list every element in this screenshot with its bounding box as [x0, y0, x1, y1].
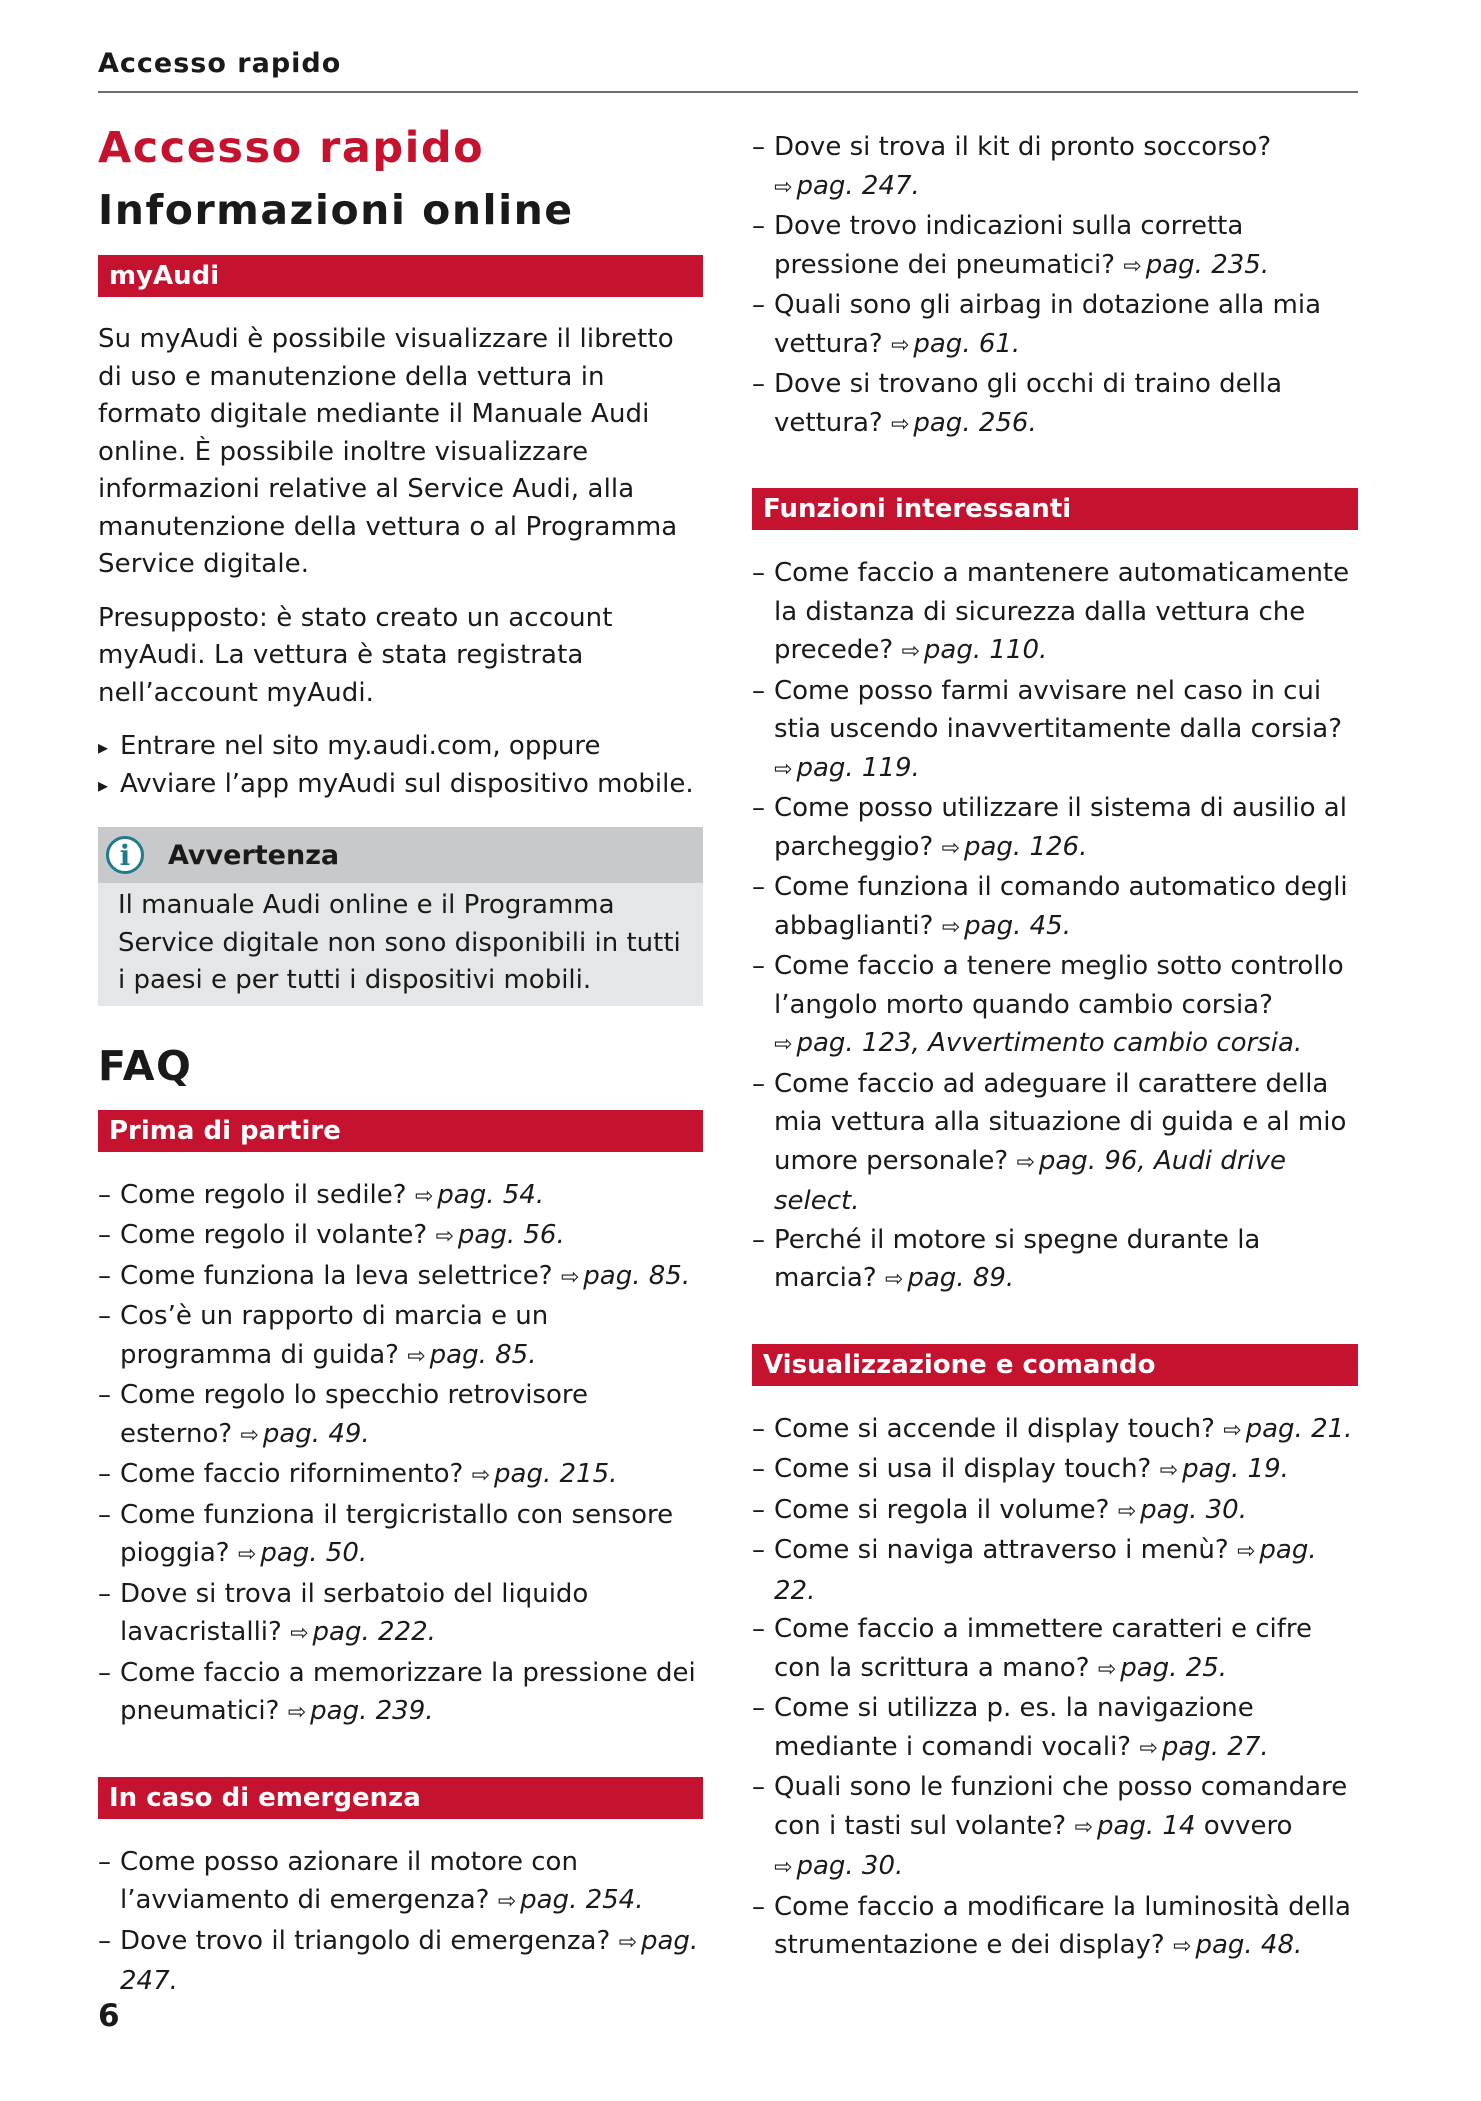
faq-question: Come posso azionare il motore con l’avviamento di emergenza? — [120, 1846, 578, 1916]
faq-question: Quali sono gli airbag in dotazione alla mia vettura? — [774, 290, 1322, 359]
reference-arrow-icon: ⇨ — [1117, 1498, 1137, 1524]
running-header: Accesso rapido — [98, 48, 1358, 93]
faq-item — [98, 1496, 703, 1575]
page-reference-link[interactable]: ⇨ pag. 85. — [560, 1260, 691, 1291]
faq-question: Come regolo lo specchio retrovisore esterno? — [120, 1380, 588, 1449]
page-reference-link[interactable]: ⇨ pag. 19. — [1159, 1454, 1289, 1484]
reference-arrow-icon: ⇨ — [774, 756, 793, 782]
faq-question: Come faccio rifornimento? — [120, 1459, 464, 1490]
dash-bullet: – — [98, 1260, 111, 1291]
reference-arrow-icon: ⇨ — [237, 1542, 257, 1568]
faq-item — [752, 1410, 1358, 1451]
emergenza-cont-list — [752, 128, 1358, 444]
dash-bullet: – — [98, 1459, 111, 1490]
page-number: 6 — [98, 1998, 120, 2034]
page-reference-link[interactable]: ⇨ pag. 123, Avvertimento cambio corsia. — [774, 1028, 1303, 1058]
faq-item — [752, 789, 1358, 868]
reference-arrow-icon: ⇨ — [774, 1855, 793, 1880]
reference-arrow-icon: ⇨ — [1159, 1458, 1179, 1483]
faq-item — [98, 1455, 703, 1496]
dash-bullet: – — [752, 1772, 765, 1802]
page-reference-link[interactable]: ⇨ pag. 50. — [237, 1538, 368, 1569]
dash-bullet: – — [752, 369, 765, 399]
reference-arrow-icon: ⇨ — [407, 1343, 426, 1369]
dash-bullet: – — [98, 1220, 111, 1251]
faq-question: Come faccio ad adeguare il carattere della mia vettura alla situazione di guida e al mio umore personale? — [774, 1068, 1347, 1176]
faq-question: Come funziona il comando automatico degli abbaglianti? — [774, 872, 1348, 941]
dash-bullet: – — [752, 793, 765, 823]
faq-question: Come regolo il volante? — [120, 1220, 428, 1251]
step-arrow-icon: ▸ — [98, 772, 109, 797]
faq-question: Dove trovo il triangolo di emergenza? — [120, 1925, 611, 1956]
funzioni-list — [752, 554, 1358, 1300]
page-reference-link[interactable]: ⇨ pag. 27. — [1139, 1731, 1269, 1762]
reference-arrow-icon: ⇨ — [435, 1224, 454, 1250]
faq-item — [752, 1221, 1358, 1300]
faq-question: Dove trovo indicazioni sulla corretta pressione dei pneumatici? — [774, 211, 1244, 280]
faq-question: Dove si trovano gli occhi di traino della vettura? — [774, 369, 1283, 438]
faq-item — [752, 554, 1358, 672]
funzioni-heading: Funzioni interessanti — [752, 488, 1358, 530]
faq-item — [98, 1654, 703, 1733]
page-reference-link[interactable]: ⇨ pag. 61. — [890, 328, 1021, 359]
visualizzazione-heading: Visualizzazione e comando — [752, 1344, 1358, 1386]
page-reference-link[interactable]: ⇨ pag. 30. — [774, 1851, 904, 1881]
reference-arrow-icon: ⇨ — [287, 1700, 307, 1726]
page-reference-link[interactable]: ⇨ pag. 215. — [471, 1459, 618, 1490]
myaudi-paragraph: Su myAudi è possibile visualizzare il libretto di uso e manutenzione della vettura in formato digitale mediante il Manuale Audi online. È possibile inoltre visualizzare informazioni relative al Service Audi, alla manutenzione della vettura o al Programma Service digitale. — [98, 324, 678, 580]
emergenza-heading: In caso di emergenza — [98, 1777, 703, 1819]
page-reference-link[interactable]: ⇨ pag. 14 — [1074, 1810, 1196, 1841]
page-reference-link[interactable]: ⇨ pag. 247. — [774, 170, 920, 201]
reference-arrow-icon: ⇨ — [240, 1422, 259, 1448]
faq-conjunction: ovvero — [1203, 1810, 1293, 1841]
faq-item — [752, 128, 1358, 207]
page-reference-link[interactable]: ⇨ pag. 56. — [435, 1220, 565, 1251]
page-reference-link[interactable]: ⇨ pag. 45. — [941, 910, 1071, 941]
faq-item — [752, 365, 1358, 444]
faq-question: Come faccio a memorizzare la pressione dei pneumatici? — [120, 1657, 696, 1727]
section-title: Accesso rapido — [98, 123, 485, 173]
reference-arrow-icon: ⇨ — [560, 1264, 580, 1290]
faq-item — [98, 1843, 703, 1922]
page-reference-link[interactable]: ⇨ pag. 256. — [890, 407, 1037, 438]
faq-item — [752, 1888, 1358, 1967]
dash-bullet: – — [752, 872, 765, 902]
faq-item — [98, 1575, 703, 1654]
faq-item — [752, 1610, 1358, 1689]
page-reference-link[interactable]: ⇨ pag. 235. — [1123, 249, 1270, 280]
note-box — [98, 827, 703, 1006]
left-column — [98, 125, 703, 2045]
reference-arrow-icon: ⇨ — [941, 914, 961, 940]
faq-question: Come posso farmi avvisare nel caso in cui stia uscendo inavvertitamente dalla corsia? — [774, 675, 1343, 744]
faq-item — [752, 868, 1358, 947]
faq-item — [752, 1768, 1358, 1888]
page-reference-link[interactable]: ⇨ pag. 119. — [774, 752, 920, 783]
dash-bullet: – — [752, 1891, 765, 1922]
reference-arrow-icon: ⇨ — [884, 1267, 904, 1292]
reference-arrow-icon: ⇨ — [890, 332, 910, 358]
faq-item — [752, 1491, 1358, 1532]
step-arrow-icon: ▸ — [98, 735, 109, 760]
reference-arrow-icon: ⇨ — [1097, 1656, 1117, 1682]
subtitle: Informazioni online — [98, 186, 574, 235]
reference-arrow-icon: ⇨ — [1016, 1149, 1035, 1175]
dash-bullet: – — [752, 1535, 765, 1565]
faq-question: Come posso utilizzare il sistema di ausilio al parcheggio? — [774, 793, 1347, 862]
faq-question: Come si naviga attraverso i menù? — [774, 1535, 1229, 1565]
prima-list — [98, 1176, 703, 1733]
faq-question: Quali sono le funzioni che posso comandare con i tasti sul volante? — [774, 1772, 1348, 1841]
dash-bullet: – — [98, 1301, 111, 1332]
reference-arrow-icon: ⇨ — [901, 639, 920, 664]
faq-question: Come si regola il volume? — [774, 1494, 1110, 1525]
right-column — [752, 128, 1358, 2011]
dash-bullet: – — [752, 1454, 765, 1484]
dash-bullet: – — [98, 1179, 111, 1210]
faq-item — [752, 207, 1358, 286]
reference-arrow-icon: ⇨ — [1123, 253, 1142, 279]
faq-item — [98, 1922, 703, 2001]
dash-bullet: – — [752, 951, 765, 981]
dash-bullet: – — [98, 1499, 111, 1530]
reference-arrow-icon: ⇨ — [618, 1929, 637, 1955]
faq-item — [752, 947, 1358, 1065]
faq-item — [98, 1216, 703, 1257]
faq-item — [752, 1689, 1358, 1768]
reference-arrow-icon: ⇨ — [497, 1889, 517, 1915]
page-reference-link[interactable]: ⇨ pag. 126. — [941, 831, 1088, 862]
page-reference-link[interactable]: ⇨ pag. 85. — [407, 1339, 537, 1370]
faq-title: FAQ — [98, 1041, 193, 1090]
faq-question: Come faccio a modificare la luminosità della strumentazione e dei display? — [774, 1891, 1351, 1960]
dash-bullet: – — [752, 211, 765, 241]
page-reference-link[interactable]: ⇨ pag. 96, Audi drive select. — [774, 1145, 1287, 1216]
page-reference-link[interactable]: ⇨ pag. 54. — [414, 1179, 545, 1210]
faq-question: Come faccio a mantenere automaticamente la distanza di sicurezza dalla vettura che precede? — [774, 558, 1350, 665]
info-icon: i — [106, 836, 144, 874]
faq-question: Come regolo il sedile? — [120, 1179, 407, 1210]
step-item: ▸ Entrare nel sito my.audi.com, oppure — [98, 728, 703, 766]
dash-bullet: – — [752, 132, 765, 162]
dash-bullet: – — [752, 290, 765, 320]
dash-bullet: – — [98, 1380, 111, 1411]
myaudi-steps — [98, 728, 703, 803]
page-reference-link[interactable]: ⇨ pag. 49. — [240, 1418, 370, 1449]
reference-arrow-icon: ⇨ — [890, 411, 910, 437]
faq-item — [752, 1065, 1358, 1221]
dash-bullet: – — [752, 1494, 765, 1525]
prima-heading: Prima di partire — [98, 1110, 703, 1152]
page-reference-link[interactable]: ⇨ pag. 25. — [1097, 1652, 1228, 1683]
dash-bullet: – — [752, 1068, 765, 1099]
reference-arrow-icon: ⇨ — [1074, 1814, 1093, 1840]
dash-bullet: – — [752, 1693, 765, 1723]
faq-item — [752, 672, 1358, 790]
faq-item — [98, 1257, 703, 1298]
reference-arrow-icon: ⇨ — [471, 1463, 491, 1489]
visualizzazione-list — [752, 1410, 1358, 1967]
faq-question: Come faccio a tenere meglio sotto controllo l’angolo morto quando cambio corsia? — [774, 951, 1344, 1020]
faq-question: Come si usa il display touch? — [774, 1454, 1152, 1484]
page-reference-link[interactable]: ⇨ pag. 222. — [290, 1617, 436, 1648]
dash-bullet: – — [98, 1925, 111, 1956]
faq-item — [752, 286, 1358, 365]
note-body: Il manuale Audi online e il Programma Service digitale non sono disponibili in tutti i paesi e per tutti i dispositivi mobili. — [118, 890, 681, 996]
reference-arrow-icon: ⇨ — [941, 835, 960, 861]
dash-bullet: – — [752, 675, 765, 706]
reference-arrow-icon: ⇨ — [290, 1621, 309, 1647]
faq-question: Come faccio a immettere caratteri e cifre con la scrittura a mano? — [774, 1614, 1313, 1683]
dash-bullet: – — [98, 1657, 111, 1688]
page-reference-link[interactable]: ⇨ pag. 89. — [884, 1263, 1015, 1293]
step-item: ▸ Avviare l’app myAudi sul dispositivo mobile. — [98, 766, 703, 804]
reference-arrow-icon: ⇨ — [774, 174, 793, 200]
faq-item — [752, 1450, 1358, 1491]
faq-question: Come si accende il display touch? — [774, 1413, 1215, 1444]
myaudi-heading: myAudi — [98, 255, 703, 297]
faq-question: Come si utilizza p. es. la navigazione mediante i comandi vocali? — [774, 1693, 1254, 1762]
page-reference-link[interactable]: ⇨ pag. 247. — [120, 1925, 699, 1997]
faq-item — [98, 1176, 703, 1217]
dash-bullet: – — [752, 558, 765, 588]
faq-question: Dove si trova il kit di pronto soccorso? — [774, 132, 1272, 162]
page-reference-link[interactable]: ⇨ pag. 21. — [1223, 1413, 1353, 1444]
myaudi-prerequisite: Presupposto: è stato creato un account myAudi. La vettura è stata registrata nell’account myAudi. — [98, 602, 613, 708]
page-reference-link[interactable]: ⇨ pag. 254. — [497, 1885, 644, 1916]
emergenza-list — [98, 1843, 703, 2001]
reference-arrow-icon: ⇨ — [774, 1032, 793, 1057]
dash-bullet: – — [752, 1224, 765, 1255]
faq-question: Come funziona la leva selettrice? — [120, 1260, 553, 1291]
faq-question: Perché il motore si spegne durante la marcia? — [774, 1224, 1261, 1293]
reference-arrow-icon: ⇨ — [1139, 1735, 1158, 1761]
note-title: Avvertenza — [168, 839, 340, 871]
reference-arrow-icon: ⇨ — [1173, 1934, 1192, 1959]
faq-question: Come funziona il tergicristallo con sensore pioggia? — [120, 1499, 674, 1569]
faq-item — [98, 1297, 703, 1376]
dash-bullet: – — [98, 1578, 111, 1609]
page-reference-link[interactable]: ⇨ pag. 22. — [774, 1535, 1317, 1606]
faq-question: Dove si trova il serbatoio del liquido lavacristalli? — [120, 1578, 589, 1648]
note-header — [98, 827, 703, 883]
page-reference-link[interactable]: ⇨ pag. 110. — [901, 635, 1048, 665]
faq-item — [98, 1376, 703, 1455]
dash-bullet: – — [752, 1614, 765, 1644]
page-reference-link[interactable]: ⇨ pag. 48. — [1173, 1930, 1303, 1960]
dash-bullet: – — [98, 1846, 111, 1877]
reference-arrow-icon: ⇨ — [414, 1183, 434, 1209]
dash-bullet: – — [752, 1413, 765, 1444]
faq-item — [752, 1531, 1358, 1610]
reference-arrow-icon: ⇨ — [1223, 1417, 1242, 1443]
reference-arrow-icon: ⇨ — [1236, 1539, 1256, 1564]
page-reference-link[interactable]: ⇨ pag. 30. — [1117, 1494, 1247, 1525]
page-reference-link[interactable]: ⇨ pag. 239. — [287, 1696, 434, 1727]
faq-question: Cos’è un rapporto di marcia e un programma di guida? — [120, 1301, 549, 1370]
